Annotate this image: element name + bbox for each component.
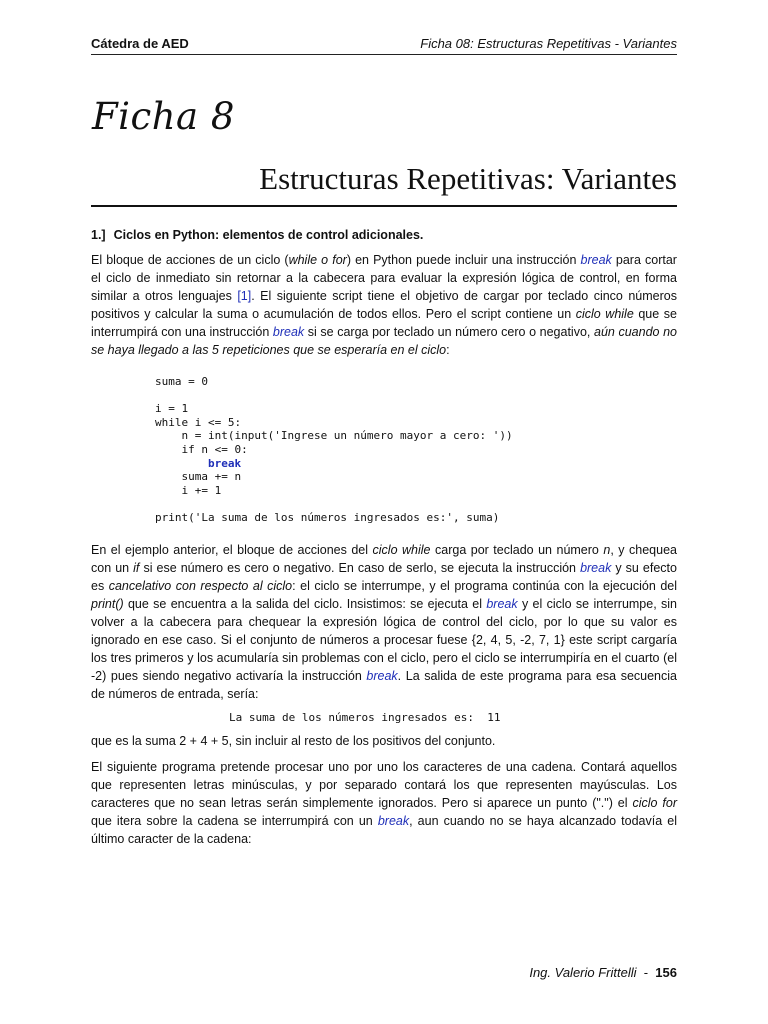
text: : el ciclo se interrumpe, y el programa continúa con la ejecución del <box>292 578 678 593</box>
text: El siguiente programa pretende procesar uno por uno los caracteres de una cadena. Contará aquellos que representen letras minúsculas, y por separado contará los que representen mayúsculas. Los caracteres que no sean letras serán simplemente ignorados. Pero si aparece un punto (".") el <box>91 759 677 810</box>
code-line-break: break <box>155 456 242 470</box>
footer-separator: - <box>636 965 656 980</box>
chapter-title: Estructuras Repetitivas: Variantes <box>91 161 677 207</box>
reference-link[interactable]: [1] <box>237 289 252 303</box>
emphasis: aún cuando no se haya llegado a las 5 repeticiones que se esperaría en el ciclo <box>91 325 677 357</box>
text: El bloque de acciones de un ciclo ( <box>91 253 289 267</box>
text: : <box>446 343 450 357</box>
header-course: Cátedra de AED <box>91 36 189 51</box>
emphasis: n <box>603 542 611 557</box>
page-number: 156 <box>655 965 677 980</box>
text: , y chequea con un <box>91 542 677 575</box>
text: si ese número es cero o negativo. En caso de serlo, se ejecuta la instrucción <box>139 560 581 575</box>
emphasis: ciclo while <box>575 307 634 321</box>
text: . El siguiente script tiene el objetivo de cargar por teclado cinco números positivos y calcular la suma o acumulación de todos ellos. Pero el script contiene un <box>91 289 677 321</box>
emphasis: ciclo for <box>632 795 677 810</box>
code-block <box>91 375 677 525</box>
section-title: Ciclos en Python: elementos de control adicionales. <box>113 228 424 242</box>
text: carga por teclado un número <box>430 542 604 557</box>
code-line: n = int(input('Ingrese un número mayor a cero: ')) <box>155 429 513 443</box>
code-line: if n <= 0: <box>155 442 248 456</box>
code-line: while i <= 5: <box>155 415 242 429</box>
keyword-break: break <box>486 596 518 611</box>
emphasis: cancelativo con respecto al ciclo <box>108 578 293 593</box>
code-line: print('La suma de los números ingresados es:', suma) <box>155 510 500 524</box>
chapter-label: Ficha 8 <box>92 95 235 138</box>
text: que es la suma 2 + 4 + 5, sin incluir al resto de los positivos del conjunto. <box>91 733 496 748</box>
section-heading <box>91 227 677 243</box>
text: , aun cuando no se haya alcanzado todavía el último caracter de la cadena: <box>91 813 677 846</box>
keyword-break: break <box>377 813 410 828</box>
text: En el ejemplo anterior, el bloque de acciones del <box>91 542 373 557</box>
emphasis: while o for <box>288 253 347 267</box>
keyword-break: break <box>580 560 612 575</box>
text: y el ciclo se interrumpe, sin volver a la cabecera para chequear la expresión lógica de control del ciclo, por lo que su valor es ignorado en ese caso. Si el conjunto de números a procesar fuese {2, 4, 5, -2, 7, 1} este script cargaría los tres primeros y los acumularía sin problemas con el ciclo, pero el ciclo se interrumpiría en el cuarto (el -2) pues siendo negativo activaría la instrucción <box>91 596 677 683</box>
paragraph-intro <box>91 251 677 359</box>
keyword-break: break <box>272 325 305 339</box>
text: si se carga por teclado un número cero o negativo, <box>304 325 594 339</box>
text: para cortar el ciclo de inmediato sin retornar a la cabecera para evaluar la expresión lógica de control, en forma similar a otros lenguajes <box>91 253 677 303</box>
code-line: suma = 0 <box>155 375 208 388</box>
code-line: i += 1 <box>155 483 222 497</box>
emphasis: if <box>133 560 140 575</box>
page-footer <box>91 965 677 980</box>
text: que se interrumpirá con una instrucción <box>91 307 677 339</box>
keyword-break: break <box>580 253 612 267</box>
paragraph-explanation <box>91 541 677 703</box>
text: . La salida de este programa para esa secuencia de números de entrada, sería: <box>91 668 677 701</box>
paragraph-next-program <box>91 758 677 848</box>
emphasis: print() <box>91 596 124 611</box>
header-chapter: Ficha 08: Estructuras Repetitivas - Variantes <box>420 36 677 51</box>
program-output: La suma de los números ingresados es: 11 <box>229 710 501 724</box>
emphasis: ciclo while <box>372 542 431 557</box>
keyword-break: break <box>366 668 398 683</box>
paragraph-sum <box>91 732 677 750</box>
section-number: 1.] <box>91 228 106 242</box>
text: que se encuentra a la salida del ciclo. Insistimos: se ejecuta el <box>123 596 487 611</box>
page-header <box>91 36 677 55</box>
text: ) en Python puede incluir una instrucción <box>346 253 581 267</box>
document-page <box>91 36 677 848</box>
code-line: i = 1 <box>155 402 189 416</box>
text: y su efecto es <box>91 560 677 593</box>
footer-author: Ing. Valerio Frittelli <box>529 965 637 980</box>
code-line: suma += n <box>155 470 242 484</box>
text: que itera sobre la cadena se interrumpirá con un <box>91 813 378 828</box>
